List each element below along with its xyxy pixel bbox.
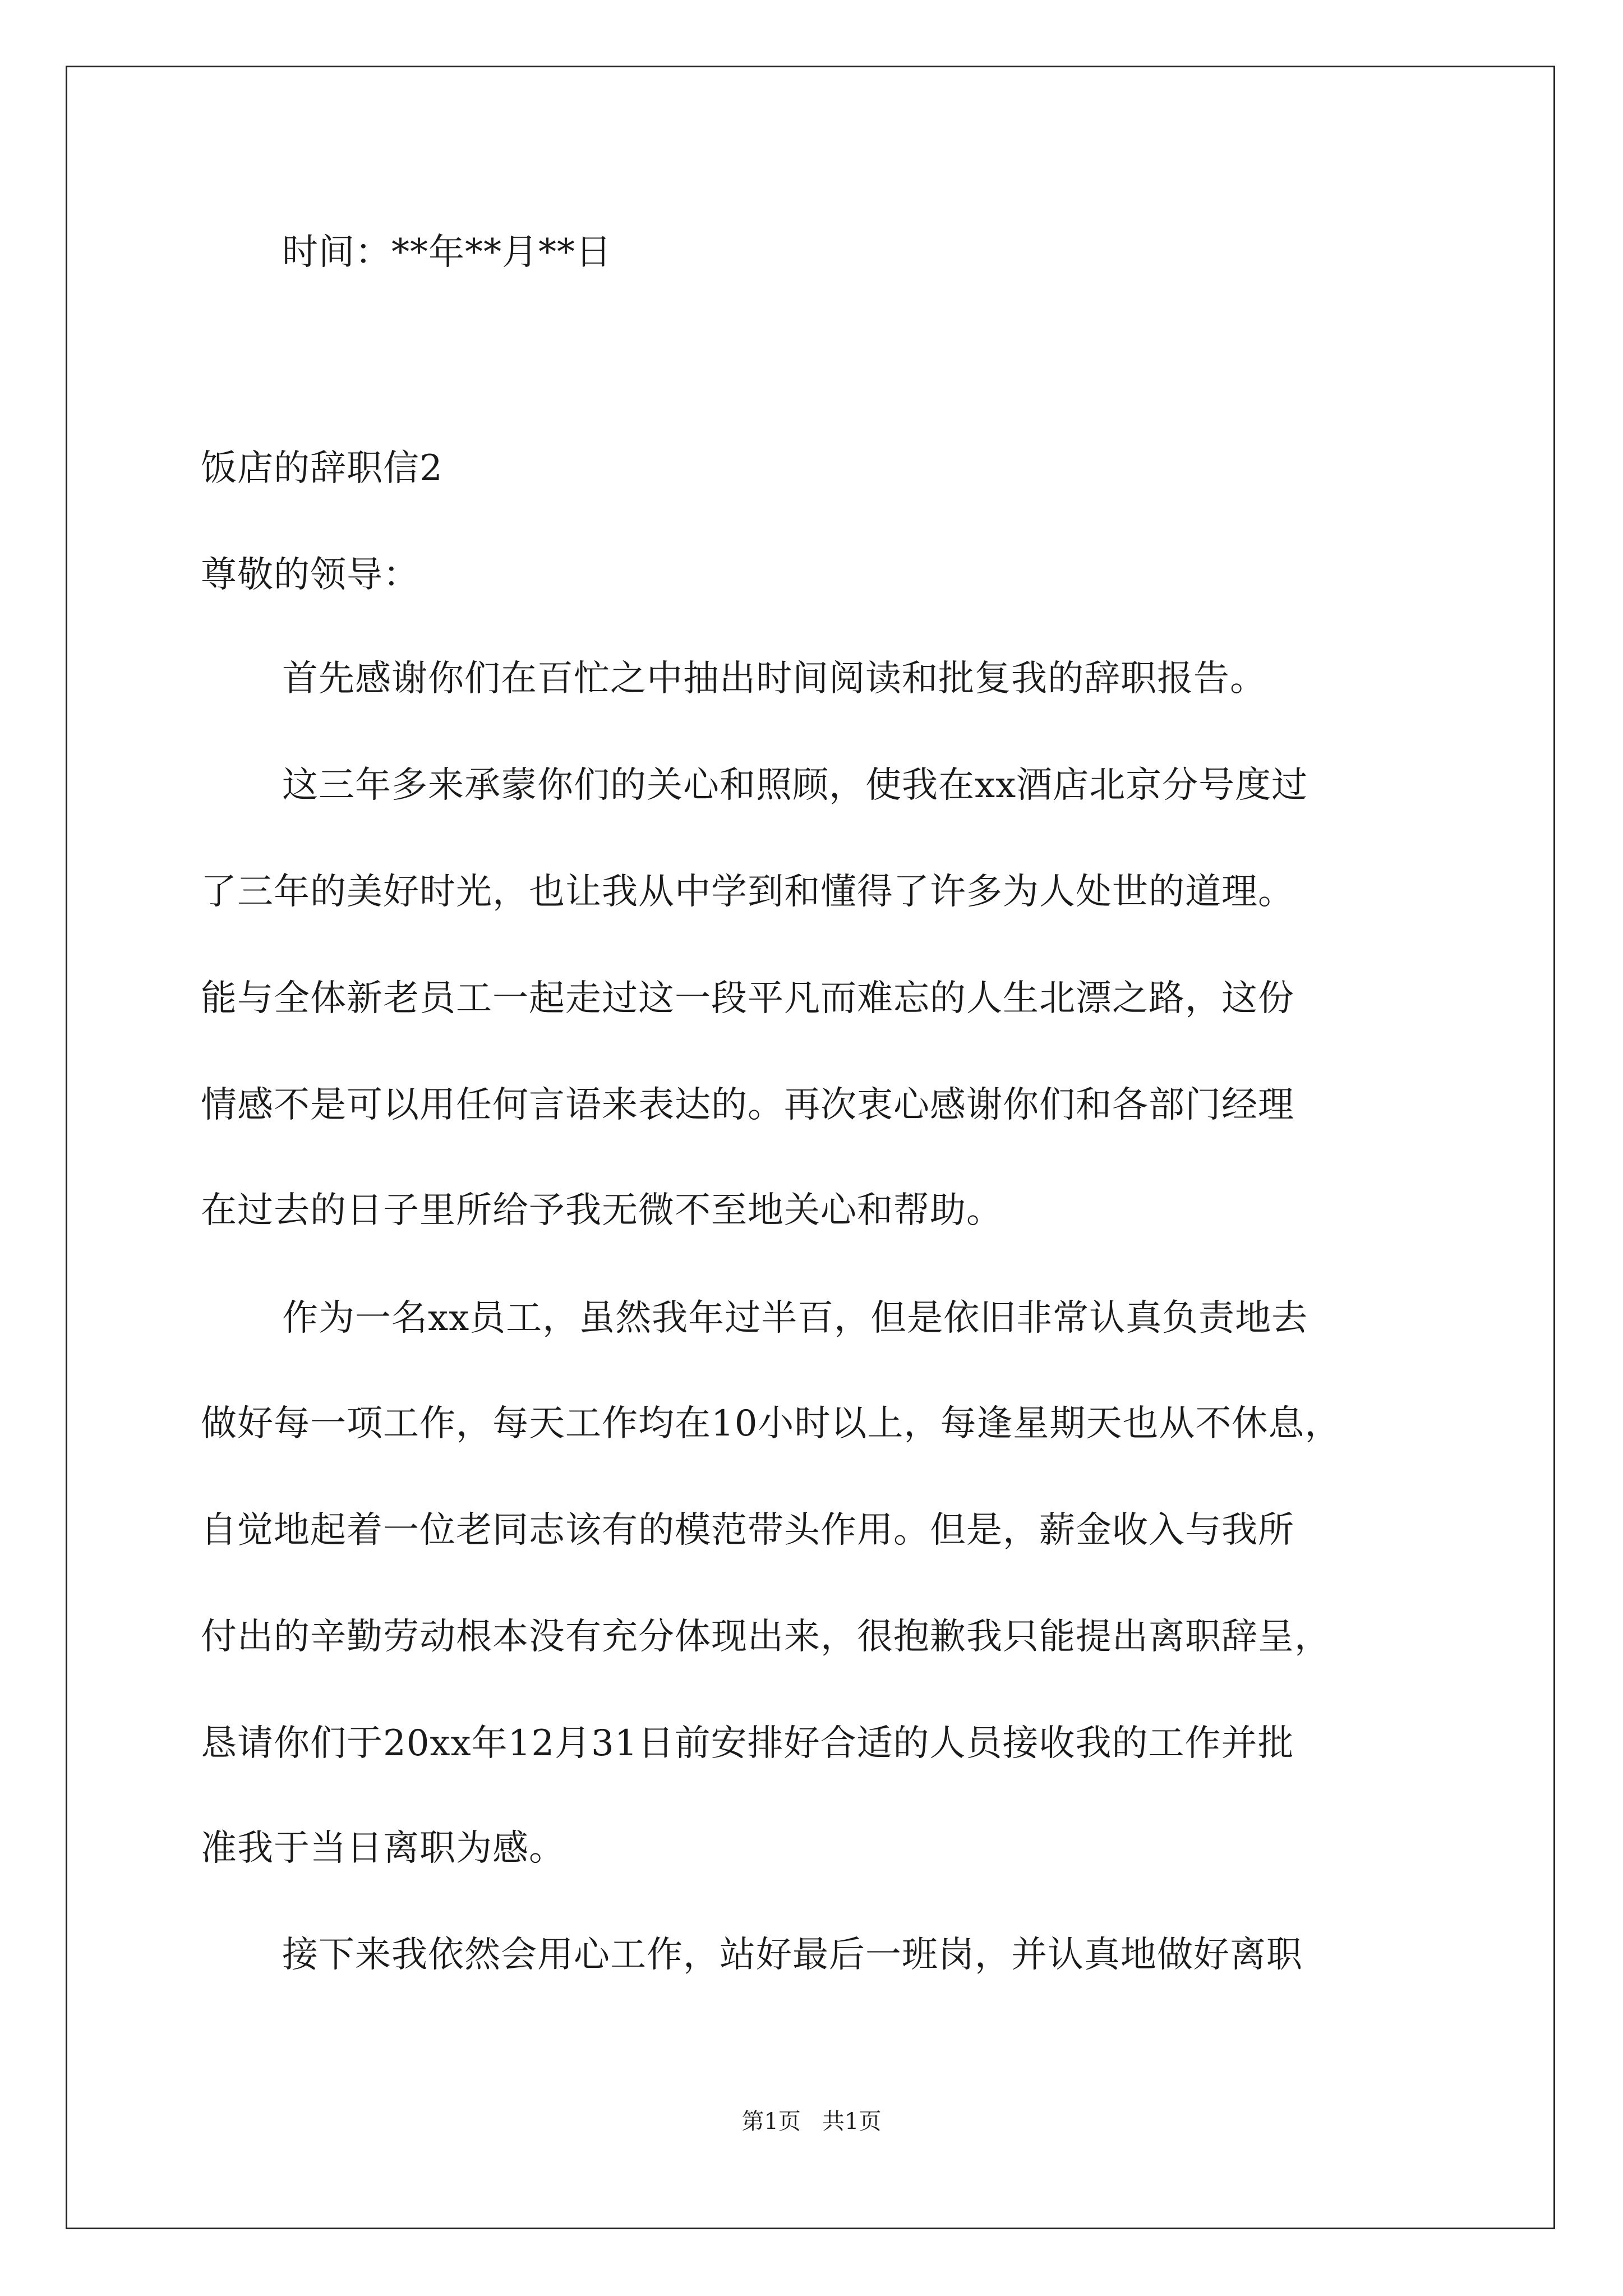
body-line: 作为一名xx员工，虽然我年过半百，但是依旧非常认真负责地去: [282, 1297, 1308, 1339]
page-border: [66, 66, 1555, 2229]
body-line: 首先感谢你们在百忙之中抽出时间阅读和批复我的辞职报告。: [282, 658, 1266, 700]
body-line: 做好每一项工作，每天工作均在10小时以上，每逢星期天也从不休息，: [201, 1403, 1341, 1444]
body-line: 在过去的日子里所给予我无微不至地关心和帮助。: [201, 1190, 1003, 1231]
body-line: 能与全体新老员工一起走过这一段平凡而难忘的人生北漂之路，这份: [201, 978, 1294, 1019]
body-line: 付出的辛勤劳动根本没有充分体现出来，很抱歉我只能提出离职辞呈，: [201, 1616, 1331, 1658]
body-line: 了三年的美好时光，也让我从中学到和懂得了许多为人处世的道理。: [201, 871, 1294, 913]
body-line: 情感不是可以用任何言语来表达的。再次衷心感谢你们和各部门经理: [201, 1084, 1294, 1126]
salutation: 尊敬的领导：: [201, 554, 419, 596]
letter-title: 饭店的辞职信2: [201, 448, 443, 489]
body-line: 恳请你们于20xx年12月31日前安排好合适的人员接收我的工作并批: [201, 1723, 1294, 1764]
body-line: 接下来我依然会用心工作，站好最后一班岗，并认真地做好离职: [282, 1934, 1303, 1976]
body-line: 这三年多来承蒙你们的关心和照顾，使我在xx酒店北京分号度过: [282, 765, 1308, 806]
date-line: 时间：**年**月**日: [282, 232, 612, 273]
body-line: 自觉地起着一位老同志该有的模范带头作用。但是，薪金收入与我所: [201, 1510, 1294, 1551]
page-number: 第1页 共1页: [741, 2109, 882, 2134]
body-line: 准我于当日离职为感。: [201, 1828, 565, 1869]
